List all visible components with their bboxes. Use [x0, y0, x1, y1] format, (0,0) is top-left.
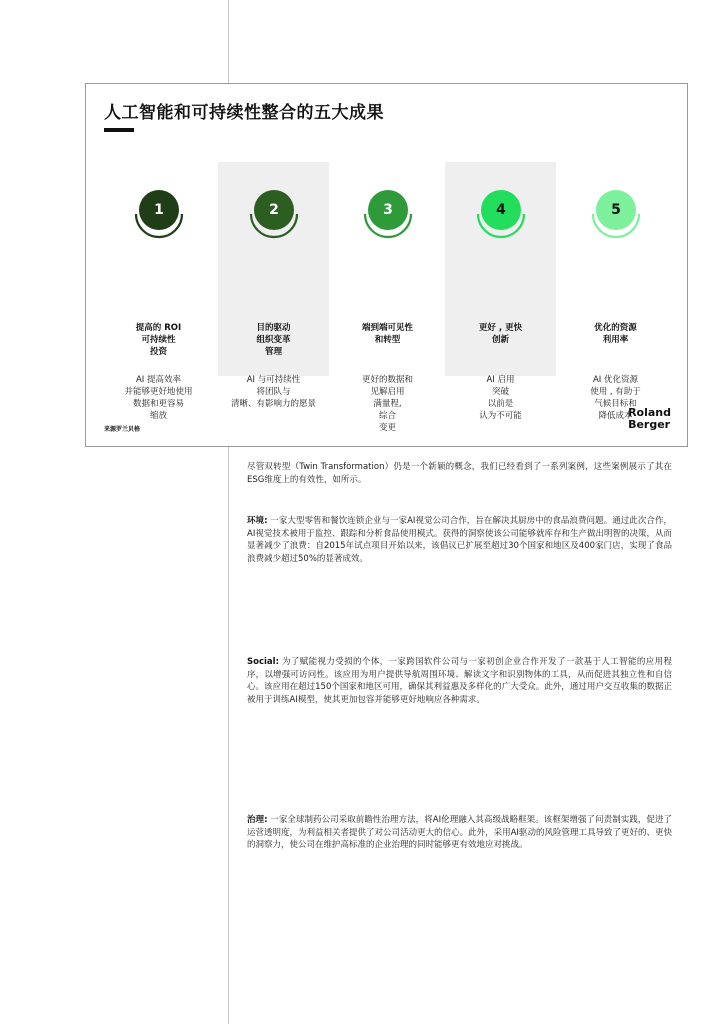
body-line: 并能够更好地使用: [124, 387, 193, 397]
column-heading: [105, 322, 212, 358]
environment-label: 环境:: [247, 516, 268, 526]
heading-line: 投资: [149, 347, 167, 357]
column-body: [334, 374, 441, 434]
body-line: AI 提高效率: [135, 375, 182, 385]
heading-line: 组织变革: [256, 335, 291, 345]
result-column-4: [445, 162, 556, 421]
result-column-2: [218, 162, 329, 409]
body-line: 将团队与: [256, 387, 291, 397]
body-line: 缩放: [149, 411, 167, 421]
column-body: [447, 374, 554, 422]
heading-line: 目的驱动: [256, 323, 291, 333]
body-line: 清晰、有影响力的愿景: [230, 399, 316, 409]
body-line: AI 与可持续性: [246, 375, 301, 385]
body-line: 降低成本: [598, 411, 633, 421]
social-text: 为了赋能视力受损的个体，一家跨国软件公司与一家初创企业合作开发了一款基于人工智能的应用程序，以增强可访问性。该应用为用户提供导航周围环境、解读文字和识别物体的工具，从而促进其独立性和自信心。该应用在超过150个国家和地区可用，确保其利益惠及多样化的广大受众。此外，通过用户交互收集的数据正被用于训练AI模型，使其更加包容并能够更好地响应各种需求。: [247, 657, 672, 705]
column-heading: [334, 322, 441, 346]
body-line: 综合: [378, 411, 396, 421]
heading-line: 优化的资源: [594, 323, 637, 333]
body-line: AI 启用: [486, 375, 515, 385]
column-body: [105, 374, 212, 422]
badge-5: [588, 184, 644, 240]
body-line: 突破: [491, 387, 509, 397]
environment-paragraph: [247, 515, 672, 565]
body-line: 数据和更容易: [132, 399, 184, 409]
column-heading: [220, 322, 327, 358]
badge-number: 5: [596, 190, 636, 230]
logo-line: Berger: [628, 418, 671, 431]
heading-line: 创新: [491, 335, 509, 345]
column-body: [220, 374, 327, 410]
badge-number: 2: [254, 190, 294, 230]
governance-text: 一家全球制药公司采取前瞻性治理方法，将AI伦理融入其高级战略框架。该框架增强了问责制实践，促进了运营透明度，为利益相关者提供了对公司活动更大的信心。此外，采用AI驱动的风险管理工具导致了更好的、更快的洞察力，使公司在维护高标准的企业治理的同时能够更有效地应对挑战。: [247, 815, 673, 850]
heading-line: 端到端可见性: [361, 323, 413, 333]
card-title: 人工智能和可持续性整合的五大成果: [104, 103, 384, 123]
result-column-3: [332, 162, 443, 433]
heading-line: 利用率: [602, 335, 629, 345]
body-line: 变更: [378, 423, 396, 433]
results-card: [85, 83, 688, 447]
badge-1: [131, 184, 187, 240]
environment-text: 一家大型零售和餐饮连锁企业与一家AI视觉公司合作，旨在解决其厨房中的食品浪费问题。通过此次合作，AI视觉技术被用于监控、跟踪和分析食品使用模式。获得的洞察使该公司能够就库存和生产做出明智的决策，从而显著减少了浪费：自2015年试点项目开始以来，该倡议已扩展至超过30个国家和地区及400家门店，实现了食品浪费减少超过50%的显著成效。: [247, 516, 673, 564]
body-line: AI 优化资源: [592, 375, 639, 385]
result-column-1: [103, 162, 214, 421]
body-line: 认为不可能: [479, 411, 522, 421]
heading-line: 管理: [264, 347, 282, 357]
title-underline: [104, 128, 134, 132]
body-line: 见解启用: [370, 387, 405, 397]
intro-paragraph: 尽管双转型（Twin Transformation）仍是一个新颖的概念，我们已经看到了一系列案例，这些案例展示了其在ESG维度上的有效性，如所示。: [247, 462, 672, 485]
badge-number: 1: [139, 190, 179, 230]
source-note: 来源罗兰贝格: [104, 426, 141, 433]
body-line: 以前是: [487, 399, 514, 409]
column-heading: [562, 322, 669, 346]
social-label: Social:: [247, 657, 279, 667]
badge-2: [246, 184, 302, 240]
social-paragraph: [247, 656, 672, 706]
heading-line: 可持续性: [141, 335, 176, 345]
column-heading: [447, 322, 554, 346]
badge-4: [473, 184, 529, 240]
badge-number: 3: [368, 190, 408, 230]
body-line: 使用 , 有助于: [590, 387, 641, 397]
body-line: 更好的数据和: [361, 375, 413, 385]
heading-line: 更好 , 更快: [478, 323, 523, 333]
governance-paragraph: [247, 814, 672, 852]
badge-3: [360, 184, 416, 240]
roland-berger-logo: [628, 407, 671, 431]
governance-label: 治理:: [247, 815, 268, 825]
heading-line: 提高的 ROI: [135, 323, 182, 333]
badge-number: 4: [481, 190, 521, 230]
logo-line: Roland: [628, 406, 671, 419]
body-line: 满量程,: [373, 399, 402, 409]
heading-line: 和转型: [374, 335, 401, 345]
body-line: 气候目标和: [594, 399, 637, 409]
